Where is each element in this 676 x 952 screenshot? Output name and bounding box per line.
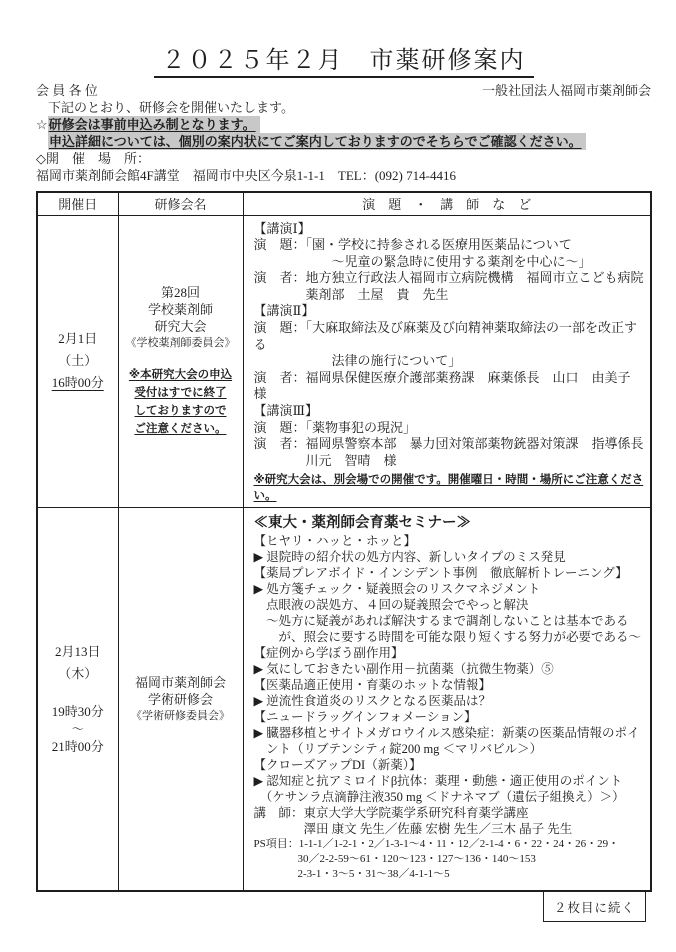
notice-line-1 (36, 116, 651, 133)
session-2-committee: 《学術研修委員会》 (131, 710, 230, 723)
session-2-time-tilde: ～ (71, 721, 84, 736)
program-line: ▶ 逆流性食道炎のリスクとなる医薬品は？ (253, 694, 491, 709)
program-line: 【医薬品適正使用・育薬のホットな情報】 (253, 678, 492, 693)
program-line: ント（リブテンシティ錠200 mg ＜マリバビル＞） (253, 742, 543, 757)
apply-note-line: ※本研究大会の申込 (128, 369, 233, 382)
program-line: ～処方に疑義があれば解決するまで調剤しないことは基本である (253, 614, 629, 629)
session-2-program (243, 508, 651, 891)
program-line: 【ヒヤリ・ハッと・ホッと】 (253, 534, 417, 549)
continue-to-page-2-box: ２枚目に続く (543, 891, 646, 922)
venue-label: ◇開 催 場 所： (36, 151, 150, 166)
date-gap (39, 685, 117, 701)
recipient-row (36, 82, 651, 99)
session-2-date-weekday: （木） (58, 665, 98, 681)
program-line: 点眼液の誤処方、４回の疑義照会でやっと解決 (253, 598, 529, 613)
program-line: 演 題：「薬物事犯の現況」 (253, 419, 417, 435)
session-1-program (243, 215, 651, 508)
program-line: ▶ 気にしておきたい副作用－抗菌薬（抗微生物薬）⑤ (253, 662, 554, 677)
program-line: 【講演Ⅱ】 (253, 303, 315, 319)
program-line: 演 者：地方独立行政法人福岡市立病院機構 福岡市立こども病院 (253, 270, 644, 286)
program-line: 澤田 康文 先生／佐藤 宏樹 先生／三木 晶子 先生 (253, 822, 573, 837)
program-line: 法律の施行について」 (253, 353, 462, 369)
session-1-venue-note: ※研究大会は、別会場での開催です。開催曜日・時間・場所にご注意ください。 (253, 474, 644, 503)
program-line: ▶ 認知症と抗アミロイドβ抗体：薬理・動態・適正使用のポイント (253, 774, 623, 789)
program-line: 【ニュードラッグインフォメーション】 (253, 710, 477, 725)
program-line: （ケサンラ点滴静注液350 mg ＜ドナネマブ（遺伝子組換え）＞） (253, 790, 625, 805)
program-line: ▶ 処方箋チェック・疑義照会のリスクマネジメント (253, 582, 541, 597)
program-line: 演 題：「大麻取締法及び麻薬及び向精神薬取締法の一部を改正する (253, 320, 638, 352)
apply-note-line: ご注意ください。 (134, 423, 227, 436)
table-row-session-2 (37, 508, 651, 891)
notice-2-text: 申込詳細については、個別の案内状にてご案内しておりますのでそちらでご確認ください。 (48, 133, 586, 150)
session-2-time-start: 19時30分 (51, 703, 104, 719)
header-program: 演 題 ・ 講 師 な ど (243, 192, 651, 215)
recipient: 会 員 各 位 (36, 83, 98, 98)
session-1-name-line: 学校薬剤師 (147, 302, 213, 318)
title-wrap (36, 40, 651, 78)
session-1-name-line: 第28回 (160, 285, 200, 301)
apply-note-line: しておりますので (134, 405, 227, 418)
session-1-date (37, 215, 118, 508)
program-line: 講 師：東京大学大学院薬学系研究科育薬学講座 (253, 806, 529, 821)
ps-items-line: 2-3-1・3～5・31～38／4-1-1～5 (253, 868, 450, 881)
session-1-apply-note (120, 366, 242, 438)
session-2-time-end: 21時00分 (51, 738, 104, 754)
session-2-date-day: 2月13日 (54, 643, 101, 659)
program-line: 薬剤部 土屋 貴 先生 (253, 286, 449, 302)
program-line: 演 者：福岡県保健医療介護部薬務課 麻薬係長 山口 由美子 様 (253, 369, 644, 402)
session-1-name-line: 研究大会 (154, 319, 207, 335)
session-1-name (118, 215, 243, 508)
notice-1-text: 研修会は事前申込み制となります。 (48, 116, 260, 133)
document-title: ２０２５年２月 市薬研修案内 (154, 40, 534, 78)
program-line: ▶ 退院時の紹介状の処方内容、新しいタイプのミス発見 (253, 550, 566, 565)
session-2-name (118, 508, 243, 891)
program-line: ～児童の緊急時に使用する薬剤を中心に～」 (253, 253, 592, 269)
organization-name: 一般社団法人福岡市薬剤師会 (481, 83, 651, 98)
program-line: 演 題：「園・学校に持参される医療用医薬品について (253, 237, 572, 253)
session-1-committee: 《学校薬剤師委員会》 (125, 337, 236, 350)
program-line: 【クローズアップDI（新薬）】 (253, 758, 422, 773)
session-2-name-line: 学術研修会 (147, 692, 213, 708)
seminar-title: ≪東大・薬剤師会育薬セミナー≫ (253, 515, 471, 532)
program-line: 川元 智晴 様 (253, 452, 397, 468)
venue-address: 福岡市薬剤師会館4F講堂 福岡市中央区今泉1-1-1 TEL：(092) 714-4416 (36, 168, 456, 183)
session-1-date-day: 2月1日 (58, 331, 98, 347)
apply-note-line: 受付はすでに終了 (134, 387, 227, 400)
header-date: 開催日 (37, 192, 118, 215)
session-2-name-line: 福岡市薬剤師会 (134, 675, 226, 691)
program-line: 【薬局プレアボイド・インシデント事例 徹底解析トレーニング】 (253, 566, 628, 581)
program-line: 演 者：福岡県警察本部 暴力団対策部薬物銃器対策課 指導係長 (253, 436, 644, 452)
program-line: 【講演Ⅰ】 (253, 220, 311, 236)
program-line: が、照会に要する時間を可能な限り短くする努力が必要である～ (253, 630, 642, 645)
table-row-session-1 (37, 215, 651, 508)
table-header-row (37, 192, 651, 215)
schedule-table (36, 191, 652, 892)
program-line: 【講演Ⅲ】 (253, 403, 319, 419)
session-1-date-weekday: （土） (58, 353, 98, 369)
star-mark: ☆ (36, 117, 48, 132)
header-name: 研修会名 (118, 192, 243, 215)
intro-line: 下記のとおり、研修会を開催いたします。 (48, 100, 294, 115)
session-2-date (37, 508, 118, 891)
notice-line-2 (36, 133, 651, 150)
session-1-time: 16時00分 (51, 375, 104, 391)
ps-items-line: 30／2-2-59～61・120～123・127～136・140～153 (253, 853, 536, 866)
ps-items-line: PS項目：1-1-1／1-2-1・2／1-3-1～4・11・12／2-1-4・6・22・24・26・29・ (253, 838, 620, 851)
program-line: ▶ 臓器移植とサイトメガロウイルス感染症：新薬の医薬品情報のポイ (253, 726, 640, 741)
program-line: 【症例から学ぼう副作用】 (253, 646, 404, 661)
